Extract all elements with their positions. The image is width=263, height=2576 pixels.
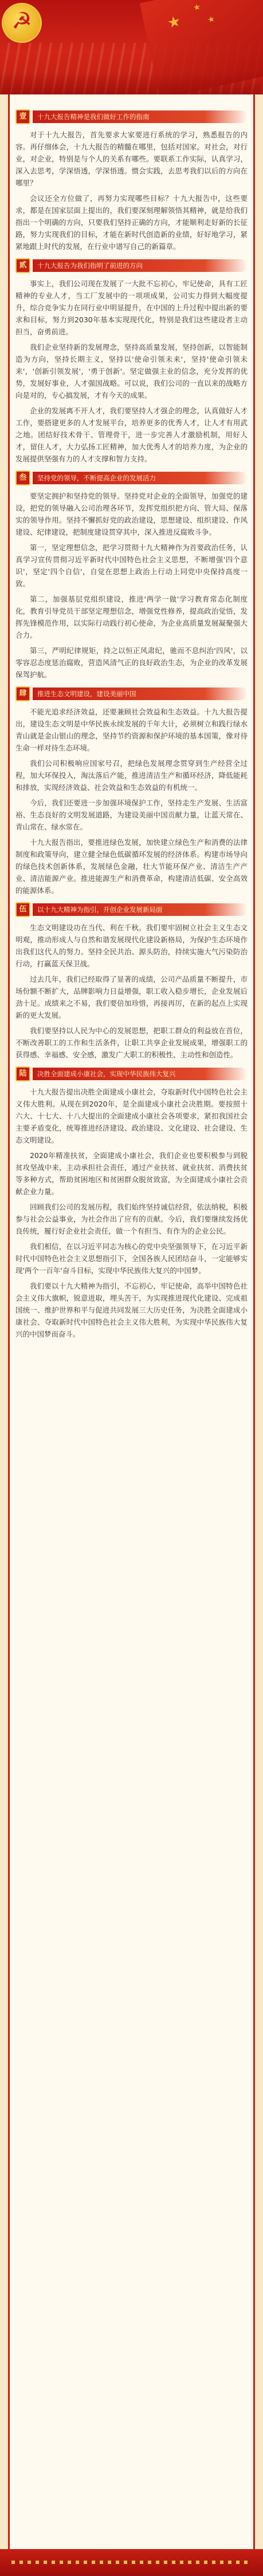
- section-number-badge: 肆: [15, 686, 30, 701]
- paragraph: 我们企业坚持新的发展理念，坚持高质量发展，坚持创新，以智能制造为方向，坚持长期主义，坚持以'使命引领未来'，坚持'使命引领未来'，'创新引领发展'，'勇于创新'。坚定做强主业的信念，充分发挥的优势，发展好事业，人才强国战略。可以说，我们公司的一直以来的战略方向是对的，专心搞发展，才有今天的成果。: [15, 343, 248, 400]
- section-title: 决胜全面建成小康社会，实现中华民族伟大复兴: [33, 1068, 248, 1080]
- paragraph: 生态文明建设功在当代、利在千秋。我们要牢固树立社会主义生态文明观，推动形成人与自然和谐发展现代化建设新格局，为保护生态环境作出我们这代人的努力。坚持全民共治、源头防治，持续实施大气污染防治行动，打赢蓝天保卫战。: [15, 923, 248, 968]
- article-body: [8, 94, 255, 2558]
- section: [15, 258, 248, 465]
- paragraph: 我们公司积极响应国家号召，把绿色发展理念贯穿到生产经营全过程，加大环保投入，淘汰落后产能，推进清洁生产和循环经济，降低能耗和排放，实现经济效益、社会效益和生态效益的有机统一。: [15, 759, 248, 792]
- section-header: [15, 1066, 248, 1081]
- star-icon: ★: [193, 2, 202, 13]
- paragraph: 十九大报告指出，要推进绿色发展，加快建立绿色生产和消费的法律制度和政策导向，建立健全绿色低碳循环发展的经济体系。构建市场导向的绿色技术创新体系，发展绿色金融，壮大节能环保产业、清洁生产产业、清洁能源产业。推进能源生产和消费革命，构建清洁低碳、安全高效的能源体系。: [15, 838, 248, 895]
- paragraph: 回顾我们公司的发展历程，我们始终坚持诚信经营，依法纳税，积极参与社会公益事业，为社会作出了应有的贡献。今后，我们要继续发扬优良传统，履行好企业社会责任，做一个有担当、有作为的企业公民。: [15, 1203, 248, 1235]
- paragraph: 事实上，我们公司现在发展了一大批不忘初心，牢记使命，具有工匠精神的专业人才，当工厂发展中的一项项成果，公司实力得到大幅度提升，综合竞争实力在同行业中明显提升，在中国的上升过程中提出新的要求和目标，努力到2030年基本实现现代化，特别是我们这些建设者主动担当，奋勇前进。: [15, 279, 248, 336]
- footer-banner: [0, 2549, 263, 2576]
- section: [15, 471, 248, 681]
- paragraph: 今后，我们还要进一步加强环境保护工作，坚持走生产发展、生活富裕、生态良好的文明发展道路，为建设美丽中国贡献力量，让蓝天常在、青山常在、绿水常在。: [15, 799, 248, 831]
- section-title: 以十九大精神为指引，开创企业发展新局面: [33, 903, 248, 916]
- paragraph: 我们相信，在以习近平同志为核心的党中央坚强领导下，在习近平新时代中国特色社会主义思想指引下，全国各族人民团结奋斗，一定能够实现'两个一百年'奋斗目标，实现中华民族伟大复兴的中国梦。: [15, 1242, 248, 1275]
- section-title: 十九大报告为我们指明了前进的方向: [33, 259, 248, 272]
- section-header: [15, 109, 248, 124]
- section-number-badge: 伍: [15, 902, 30, 917]
- section: [15, 109, 248, 252]
- paragraph: 我们要以十九大精神为指引，不忘初心，牢记使命，高举中国特色社会主义伟大旗帜，锐意进取，埋头苦干，为实现推进现代化建设、完成祖国统一、维护世界和平与促进共同发展三大历史任务，为决胜全面建成小康社会、夺取新时代中国特色社会主义伟大胜利，为实现中华民族伟大复兴的中国梦而奋斗。: [15, 1282, 248, 1338]
- paragraph: 对于十九大报告，首先要求大家要进行系统的学习，熟悉报告的内容。再仔细体会，十九大报告的精髓在哪里，包括对国家，对社会，对行业，对企业，特别是与个人的关系有哪些。要联系工作实际，认真学习，深入去思考，学深悟透，学深悟透。惯会实践，去思考我们以后的方向在哪里？: [15, 131, 248, 187]
- paragraph: 第三，严明纪律规矩，持之以恒正风肃纪，驰而不息纠治'四风'，以零容忍态度惩治腐败，营造风清气正的良好政治生态，为企业的改革发展保驾护航。: [15, 646, 248, 679]
- section: [15, 902, 248, 1061]
- paragraph: 十九大报告提出决胜全面建成小康社会，夺取新时代中国特色社会主义伟大胜利。从现在到2020年，是全面建成小康社会决胜期。要按照十六大、十七大、十八大提出的全面建成小康社会各项要求，紧扣我国社会主要矛盾变化，统筹推进经济建设、政治建设、文化建设、社会建设、生态文明建设。: [15, 1088, 248, 1144]
- section-number-badge: 陆: [15, 1066, 30, 1081]
- paragraph: 不能光追求经济效益，还要兼顾社会效益和生态效益。十九大报告提出，建设生态文明是中华民族永续发展的千年大计，必须树立和践行绿水青山就是金山银山的理念，坚持节约资源和保护环境的基本国策，像对待生命一样对待生态环境。: [15, 708, 248, 752]
- section-header: [15, 471, 248, 485]
- banner-skyline: [0, 72, 263, 94]
- footer-decoration: [11, 2561, 252, 2564]
- paragraph: 企业的发展离不开人才，我们要坚持人才强企的理念，认真做好人才工作，要搭建更多的人才发展平台，培养更多的优秀人才，让人才有用武之地。团结好技术骨干、管理骨干，进一步完善人才激励机制，用好人才，留住人才，大力弘扬工匠精神，加大优秀人才的培养力度，为企业的发展提供坚强有力的人才支撑和智力支持。: [15, 406, 248, 463]
- paragraph: 我们要坚持以人民为中心的发展思想，把职工群众的利益放在首位，不断改善职工的工作和生活条件，让职工共享企业发展成果，增强职工的获得感、幸福感、安全感，激发广大职工的积极性、主动性和创造性。: [15, 1026, 248, 1059]
- section-number-badge: 贰: [15, 258, 30, 273]
- section-header: [15, 258, 248, 273]
- party-emblem-icon: [3, 5, 40, 41]
- section-header: [15, 686, 248, 701]
- header-banner: [0, 0, 263, 94]
- paragraph: 第一，坚定理想信念，把学习贯彻十九大精神作为首要政治任务，认真学习宣传贯彻习近平新时代中国特色社会主义思想，不断增强'四个意识'，坚定'四个自信'，自觉在思想上政治上行动上同党中央保持高度一致。: [15, 543, 248, 588]
- section-title: 坚持党的领导，不断提高企业的发展活力: [33, 472, 248, 484]
- section: [15, 686, 248, 896]
- section: [15, 1066, 248, 1340]
- section-number-badge: 叁: [15, 471, 30, 485]
- section-header: [15, 902, 248, 917]
- section-title: 十九大报告精神是我们做好工作的指南: [33, 110, 248, 123]
- star-icon: ★: [166, 12, 183, 33]
- paragraph: 要坚定拥护和坚持党的领导。坚持党对企业的全面领导，加强党的建设，把党的领导融入公司治理各环节，发挥党组织把方向、管大局、保落实的领导作用。坚持不懈抓好党的政治建设，思想建设、组织建设、作风建设、纪律建设，把制度建设贯穿其中，深入推进反腐败斗争。: [15, 492, 248, 536]
- paragraph: 会议还全方位做了，再努力实现哪些目标？十九大报告中，这些要求，都是在国家层面上提出的，我们要深刻理解领悟其精神，就是给我们指出一个明确的方向，只要我们坚持正确的方向，才能顺利走好新的长征路，努力实现我们的目标，才能在新时代创造新的业绩，好好地学习，紧紧地跟上时代的发展，在行业中谱写自己的新篇章。: [15, 194, 248, 251]
- paragraph: 过去几年，我们已经取得了显著的成绩，公司产品质量不断提升，市场份额不断扩大，品牌影响力日益增强，职工收入稳步增长，企业发展后劲十足。成绩来之不易，我们要倍加珍惜，再接再厉，在新的起点上实现新的更大发展。: [15, 975, 248, 1020]
- section-title: 推进生态文明建设，建设美丽中国: [33, 688, 248, 700]
- paragraph: 第二，加强基层党组织建设，推进'两学一做'学习教育常态化制度化，教育引导党员干部坚定理想信念，增强党性修养，提高政治觉悟，发挥先锋模范作用，以实际行动践行初心使命，为企业高质量发展凝聚强大合力。: [15, 595, 248, 639]
- star-icon: ★: [207, 14, 216, 25]
- paragraph: 2020年精准扶贫，全面建成小康社会，我们企业也要积极参与到脱贫攻坚战中来，主动承担社会责任，通过产业扶贫、就业扶贫、消费扶贫等多种方式，帮助贫困地区和贫困群众脱贫致富，为全面建成小康社会贡献企业力量。: [15, 1151, 248, 1196]
- section-number-badge: 壹: [15, 109, 30, 124]
